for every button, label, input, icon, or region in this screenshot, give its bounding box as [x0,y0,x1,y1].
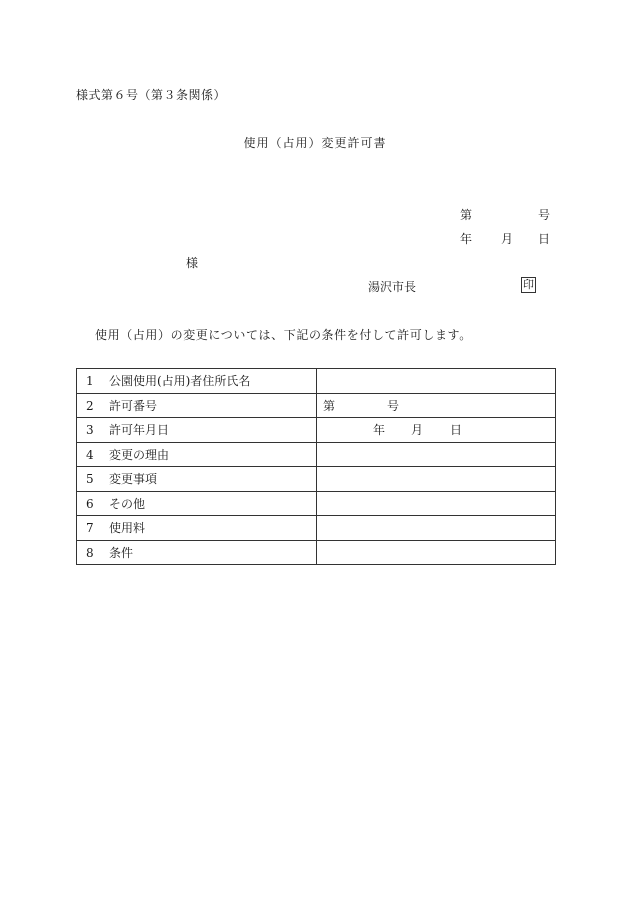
document-number-suffix: 号 [538,208,551,222]
conditions-value-cell[interactable] [317,540,556,565]
row-label-cell [77,369,317,394]
row-label: 変更事項 [109,472,158,487]
row-label: 許可年月日 [109,423,170,438]
row-number: 8 [86,545,94,560]
table-row [77,418,556,443]
table-row [77,369,556,394]
document-number-prefix: 第 [460,208,473,222]
row-label: 条件 [109,545,134,560]
table-row [77,393,556,418]
issue-date-year: 年 [460,232,473,246]
issue-date-month: 月 [501,232,514,246]
row-number: 2 [86,398,94,413]
change-reason-value-cell[interactable] [317,442,556,467]
document-title: 使用（占用）変更許可書 [243,136,387,150]
row-label-cell [77,442,317,467]
row-label: 許可番号 [109,398,158,413]
table-row [77,467,556,492]
permit-number-suffix: 号 [387,398,400,413]
row-label-cell [77,467,317,492]
seal-mark: 印 [523,278,534,291]
table-row [77,491,556,516]
permit-number-cell[interactable] [317,393,556,418]
recipient-honorific: 様 [186,256,199,270]
row-label-cell [77,491,317,516]
permit-date-year: 年 [373,423,386,438]
permit-number-prefix: 第 [323,398,336,413]
row-label-cell [77,540,317,565]
form-number: 様式第６号（第３条関係） [76,88,227,102]
table-row [77,516,556,541]
row-number: 4 [86,447,94,462]
issue-date-day: 日 [538,232,551,246]
row-number: 3 [86,423,94,438]
details-table [76,368,556,565]
other-value-cell[interactable] [317,491,556,516]
permit-date-cell[interactable] [317,418,556,443]
row-number: 7 [86,521,94,536]
row-label-cell [77,393,317,418]
change-items-value-cell[interactable] [317,467,556,492]
row-label: 変更の理由 [109,447,170,462]
row-number: 6 [86,496,94,511]
permit-date-month: 月 [411,423,424,438]
permit-date-day: 日 [450,423,463,438]
applicant-value-cell[interactable] [317,369,556,394]
row-label-cell [77,418,317,443]
issuer-title: 湯沢市長 [368,280,417,294]
table-row [77,540,556,565]
table-row [77,442,556,467]
row-label: 使用料 [109,521,146,536]
row-number: 5 [86,472,94,487]
row-number: 1 [86,374,94,389]
row-label-cell [77,516,317,541]
row-label: その他 [109,496,146,511]
body-text: 使用（占用）の変更については、下記の条件を付して許可します。 [95,328,472,342]
usage-fee-value-cell[interactable] [317,516,556,541]
row-label: 公園使用(占用)者住所氏名 [109,374,251,389]
